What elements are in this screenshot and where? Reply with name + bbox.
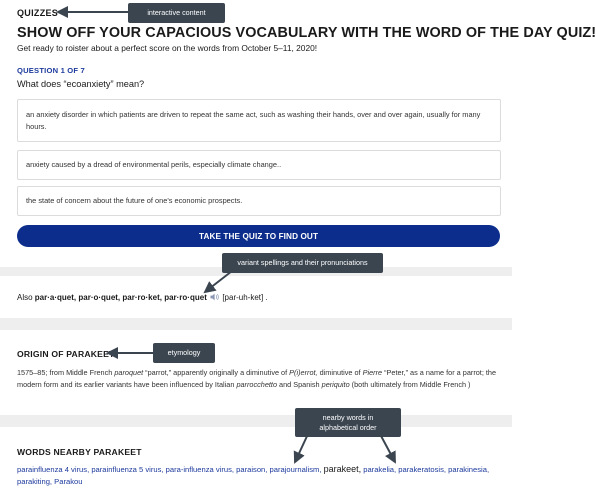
origin-word: periquito <box>321 379 350 389</box>
variant-spelling: par·a·quet, <box>34 293 77 302</box>
nearby-current-word: parakeet, <box>323 464 362 474</box>
nearby-word-link[interactable]: parajournalism, <box>269 465 322 474</box>
variant-spelling: par·ro·quet <box>164 293 207 302</box>
origin-word: Pierre <box>362 368 383 377</box>
quizzes-label: QUIZZES <box>17 8 59 18</box>
origin-text-part: and Spanish <box>277 379 322 389</box>
separator-band <box>0 318 512 330</box>
quiz-option-text: the state of concern about the future of one's economic prospects. <box>26 196 243 206</box>
pronunciation: [par-uh-ket] <box>222 293 264 302</box>
take-quiz-button-label: TAKE THE QUIZ TO FIND OUT <box>198 231 319 241</box>
nearby-word-link[interactable]: parakelia, <box>363 465 397 474</box>
nearby-words-list <box>17 463 509 488</box>
nearby-word-link[interactable]: paraison, <box>236 465 268 474</box>
origin-word: parrocchetto <box>236 379 277 389</box>
callout-nearby: nearby words in alphabetical order <box>295 408 401 437</box>
nearby-word-link[interactable]: parainfluenza 4 virus, <box>17 465 90 474</box>
callout-interactive: interactive content <box>128 3 225 23</box>
origin-heading: ORIGIN OF PARAKEET <box>17 349 115 359</box>
origin-text <box>17 367 503 390</box>
origin-text-part: “Peter,” as a name for a parrot; the modern form and its earlier variants have been influenced by Italian <box>17 368 497 389</box>
callout-etymology: etymology <box>153 343 215 363</box>
origin-word: P(i)errot, <box>289 368 318 377</box>
arrow-nearby-right <box>380 434 395 462</box>
nearby-word-link[interactable]: parainfluenza 5 virus, <box>91 465 164 474</box>
speaker-icon[interactable] <box>210 293 219 301</box>
variant-spelling: par·ro·ket, <box>122 293 162 302</box>
nearby-word-link[interactable]: parakiting, <box>17 477 53 486</box>
nearby-word-link[interactable]: Parakou <box>54 477 83 486</box>
origin-word: paroquet <box>114 368 144 377</box>
quiz-option[interactable] <box>17 150 501 180</box>
nearby-word-link[interactable]: para-influenza virus, <box>165 465 235 474</box>
variants-suffix: . <box>265 293 268 302</box>
variant-spellings-line <box>17 293 268 302</box>
quiz-option-text: an anxiety disorder in which patients are driven to repeat the same act, such as washing their hands, over and over again, usually for many hours. <box>26 110 481 131</box>
quiz-title: SHOW OFF YOUR CAPACIOUS VOCABULARY WITH THE WORD OF THE DAY QUIZ! <box>17 25 596 41</box>
origin-text-part: “parrot,” apparently originally a diminutive of <box>143 368 290 377</box>
nearby-word-link[interactable]: parakeratosis, <box>398 465 446 474</box>
callout-variant: variant spellings and their pronunciations <box>222 253 383 273</box>
variants-prefix: Also <box>17 293 33 302</box>
nearby-heading: WORDS NEARBY PARAKEET <box>17 447 142 457</box>
nearby-word-link[interactable]: parakinesia, <box>448 465 490 474</box>
origin-text-part: 1575–85; from Middle French <box>17 368 115 377</box>
quiz-subtitle: Get ready to roister about a perfect score on the words from October 5–11, 2020! <box>17 43 318 53</box>
origin-text-part: (both ultimately from Middle French ) <box>349 379 471 389</box>
variant-spelling: par·o·quet, <box>78 293 121 302</box>
take-quiz-button[interactable] <box>17 225 500 247</box>
quiz-option-text: anxiety caused by a dread of environmental perils, especially climate change.. <box>26 160 282 170</box>
separator-band <box>0 415 512 427</box>
arrow-nearby-left <box>295 434 308 462</box>
quiz-option[interactable] <box>17 99 501 142</box>
origin-text-part: diminutive of <box>317 368 363 377</box>
quiz-option[interactable] <box>17 186 501 216</box>
question-number: QUESTION 1 OF 7 <box>17 66 85 75</box>
question-text: What does “ecoanxiety” mean? <box>17 79 145 89</box>
